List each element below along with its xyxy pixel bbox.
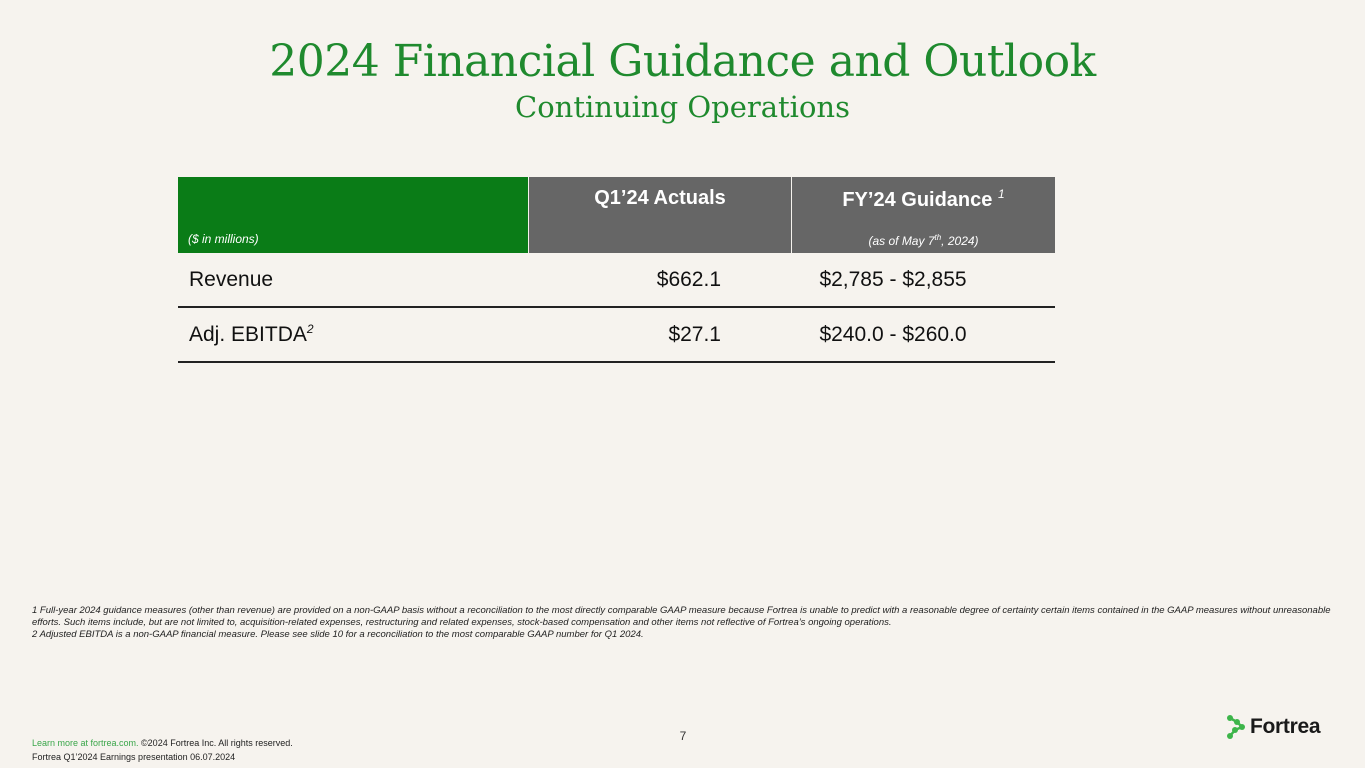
fy-guidance-header-cell [792, 177, 1055, 253]
row-fy-value: $2,785 - $2,855 [819, 267, 967, 291]
table-row [178, 253, 1055, 308]
units-label: ($ in millions) [188, 232, 259, 246]
q1-actuals-header-cell [529, 177, 791, 253]
row-q1-value: $27.1 [668, 322, 721, 346]
logo-text: Fortrea [1250, 715, 1321, 738]
row-fy-value: $240.0 - $260.0 [819, 322, 967, 346]
fy-guidance-date-sup: th [934, 233, 942, 242]
fortrea-logo [1226, 714, 1320, 740]
footnotes [32, 605, 1332, 641]
guidance-table [178, 177, 1055, 363]
footer [32, 736, 293, 764]
fy-guidance-date-suffix: , 2024) [941, 234, 979, 248]
fy-guidance-date-prefix: (as of May 7 [868, 234, 935, 248]
q1-actuals-label: Q1’24 Actuals [594, 187, 726, 209]
presentation-info: Fortrea Q1’2024 Earnings presentation 06.07.2024 [32, 752, 236, 762]
fortrea-website-link[interactable]: Learn more at fortrea.com. [32, 738, 139, 748]
units-header-cell [178, 177, 528, 253]
table-header [178, 177, 1055, 253]
row-label-text: Adj. EBITDA [189, 323, 307, 346]
footnote-1: 1 Full-year 2024 guidance measures (other than revenue) are provided on a non-GAAP basis without a reconciliation to the most directly comparable GAAP measure because Fortrea is unable to predict with a reasonable degree of certainty certain items contained in the GAAP measures without unreasonable efforts. Such items include, but are not limited to, acquisition-related expenses, restructuring and related expenses, stock-based compensation and other items not reflective of Fortrea’s ongoing operations. [32, 605, 1331, 628]
fy-guidance-label: FY’24 Guidance [842, 189, 993, 211]
row-label-text: Revenue [189, 268, 274, 291]
footnote-2: 2 Adjusted EBITDA is a non-GAAP financial measure. Please see slide 10 for a reconciliation to the most comparable GAAP number for Q1 2024. [32, 629, 644, 640]
row-label [178, 267, 528, 292]
fy-guidance-header [792, 187, 1055, 212]
fortrea-leaf-logo-icon [1226, 714, 1246, 740]
row-q1-value: $662.1 [656, 267, 721, 291]
fy-guidance-footnote-ref: 1 [997, 187, 1005, 201]
page-number: 7 [679, 729, 687, 743]
q1-actuals-header [529, 187, 791, 210]
slide-subtitle: Continuing Operations [515, 90, 850, 124]
copyright-text: ©2024 Fortrea Inc. All rights reserved. [138, 738, 293, 748]
slide-title: 2024 Financial Guidance and Outlook [269, 36, 1096, 87]
row-label-sup: 2 [306, 322, 314, 336]
fy-guidance-date [792, 233, 1055, 248]
table-row [178, 308, 1055, 363]
row-label [178, 322, 528, 347]
